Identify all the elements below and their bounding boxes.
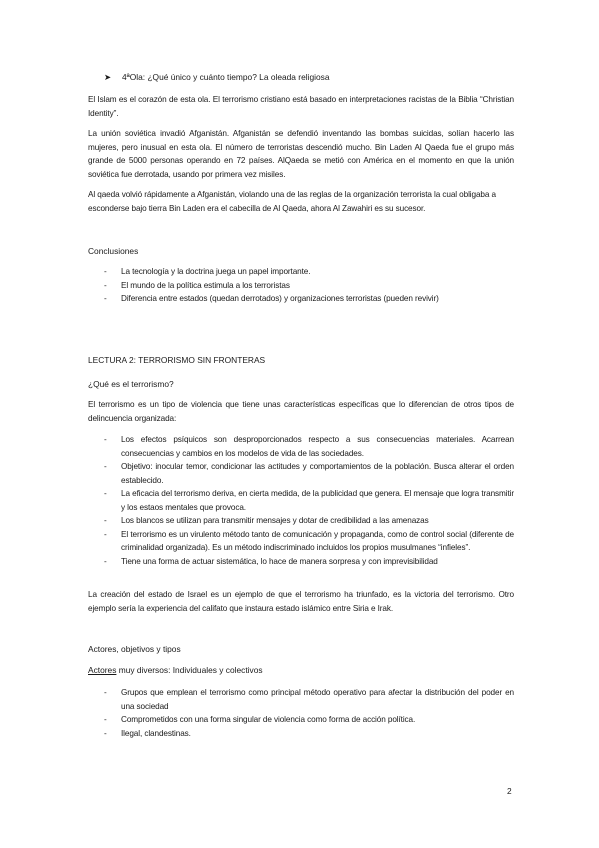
list-item: - La tecnología y la doctrina juega un papel importante. [104, 267, 311, 276]
actors-line [88, 664, 263, 676]
list-item: - Diferencia entre estados (quedan derrotados) y organizaciones terroristas (pueden revivir) [104, 294, 439, 303]
list-item: - La eficacia del terrorismo deriva, en cierta medida, de la publicidad que genera. El mensaje que logra transmitir y los estaos mentales que provoca. [104, 489, 514, 512]
list-item: - Los blancos se utilizan para transmitir mensajes y dotar de credibilidad a las amenazas [104, 516, 429, 525]
paragraph-islam: El Islam es el corazón de esta ola. El terrorismo cristiano está basado en interpretaciones racistas de la Biblia “Christian Identity”. [88, 95, 514, 118]
characteristics-list [104, 433, 514, 568]
list-item: - Ilegal, clandestinas. [104, 728, 191, 738]
what-is-terrorism-title: ¿Qué es el terrorismo? [88, 379, 174, 389]
list-item: - Tiene una forma de actuar sistemática, lo hace de manera sorpresa y con imprevisibilidad [104, 556, 438, 566]
actors-label: Actores [88, 665, 117, 675]
actors-list [104, 686, 514, 740]
paragraph-definition: El terrorismo es un tipo de violencia que tiene unas características específicas que lo diferencian de otros tipos de delincuencia organizada: [88, 400, 514, 423]
wave4-title: 4ªOla: ¿Qué único y cuánto tiempo? La oleada religiosa [122, 72, 330, 82]
list-item: - El mundo de la política estimula a los terroristas [104, 280, 290, 290]
paragraph-afganistan: La unión soviética invadió Afganistán. Afganistán se defendió inventando las bombas suicidas, solían hacerlo las mujeres, pero inusual en esta ola. El número de terroristas descendió mucho. Bin Laden Al Qaeda fue el grupo más grande de 5000 personas operando en 72 países. AlQaeda se metió con América en el momento en que la unión soviética fue derrotada, usando por primera vez misiles. [88, 129, 514, 179]
list-item: - Grupos que emplean el terrorismo como principal método operativo para afectar la distribución del poder en una sociedad [104, 688, 514, 711]
arrow-bullet-icon: ➤ [104, 72, 112, 82]
paragraph-alqaeda: Al qaeda volvió rápidamente a Afganistán, violando una de las reglas de la organización terrorista la cual obligaba a esconderse bajo tierra Bin Laden era el cabecilla de Al Qaeda, ahora Al Zawahiri es su sucesor. [88, 190, 496, 213]
wave4-heading [104, 71, 329, 83]
conclusions-title: Conclusiones [88, 246, 139, 256]
list-item: - El terrorismo es un virulento método tanto de comunicación y propaganda, como de control social (diferente de criminalidad organizada). Es un método indiscriminado incluidos los propios musulmanes “infieles”. [104, 529, 514, 552]
page-number: 2 [507, 786, 512, 796]
actors-title: Actores, objetivos y tipos [88, 644, 181, 654]
conclusions-list [104, 265, 514, 306]
list-item: - Comprometidos con una forma singular de violencia como forma de acción política. [104, 715, 416, 724]
paragraph-israel: La creación del estado de Israel es un ejemplo de que el terrorismo ha triunfado, es la victoria del terrorismo. Otro ejemplo sería la experiencia del califato que instaura estado islámico entre Siria e Irak. [88, 590, 514, 613]
actors-description: muy diversos: Individuales y colectivos [116, 665, 263, 675]
list-item: - Los efectos psíquicos son desproporcionados respecto a sus consecuencias materiales. Acarrean consecuencias y cambios en los modelos de vida de las sociedades. [104, 435, 514, 458]
list-item: - Objetivo: inocular temor, condicionar las actitudes y comportamientos de la población. Busca alterar el orden establecido. [104, 462, 514, 485]
lecture-title: LECTURA 2: TERRORISMO SIN FRONTERAS [88, 355, 266, 365]
